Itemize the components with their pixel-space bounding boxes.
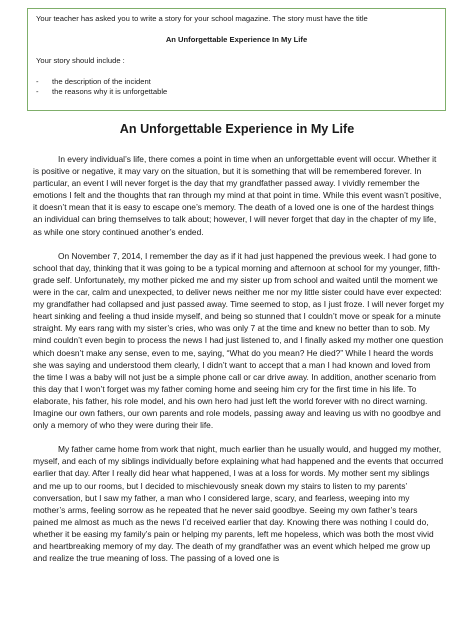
bullet-text: the description of the incident	[52, 76, 151, 86]
essay-paragraph: On November 7, 2014, I remember the day as if it had just happened the previous week. I had gone to school that day, thinking that it was going to be a typical morning and afternoon at school for my younger, fifth-grade self. Unfortunately, my mother picked me and my sister up from school and waited until the moment we were in the car, calm and unexpected, to deliver news neither me nor my little sister could have ever expected: my grandfather had collapsed and just passed away. Time seemed to stop, as I just froze. I will never forget my heart sinking and feeling a thud inside myself, and being so stunned that I couldn’t move or speak for a minute straight. My ears rang with my sister’s cries, who was only 7 at the time and knew no better than to sob. My mind couldn’t even begin to process the news I had just listened to, and I finally asked my mother one question which doesn’t make any sense, even to me, saying, “What do you mean? He died?” While I heard the words she was saying and understood them clearly, I didn’t want to accept that a man I had known and loved from the time I was a baby will not just be a simple phone call or car drive away. In addition, another scenario from this day that I won’t forget was my father coming home and seeing him cry for the first time in his life. To elaborate, his father, his role model, and his own hero had just left the world forever with no direct warning. Imagine our own fathers, our own parents and role models, passing away and leaving us with no goodbye and only a memory of who they were during their life.	[33, 250, 444, 431]
bullet-dash: -	[36, 76, 39, 86]
prompt-intro: Your teacher has asked you to write a story for your school magazine. The story must have the title	[36, 14, 368, 23]
bullet-dash: -	[36, 86, 39, 96]
assignment-prompt-box	[27, 8, 446, 111]
essay-paragraph: My father came home from work that night, much earlier than he usually would, and hugged my mother, myself, and each of my siblings individually before explaining what had happened and the events that occurred earlier that day. After I really did hear what happened, I was at a loss for words. My mother sent my siblings and me up to our rooms, but I decided to mischievously sneak down my stairs to listen to my parents’ conversation, but I saw my father, a man who I considered large, scary, and fearless, weeping into my mother’s arms, feeling sorrow as he repeated that he never said goodbye. Seeing my own father’s tears pained me almost as much as the news I’d received earlier that day. Knowing there was nothing I could do, whether it be easing my family’s pain or helping my parents, left me hopeless, which was both the most vivid and heartbreaking memory of my day. The death of my grandfather was an event which helped me grow up and realize the true meaning of loss. The passing of a loved one is	[33, 444, 444, 564]
prompt-required-title: An Unforgettable Experience In My Life	[165, 35, 308, 45]
prompt-include-heading: Your story should include :	[36, 56, 125, 66]
prompt-bullet-item	[36, 87, 437, 97]
essay-paragraph: In every individual’s life, there comes a point in time when an unforgettable event will occur. Whether it is positive or negative, it may vary on the situation, but it is something that will be remembered forever. In particular, an event I will never forget is the day that my grandfather passed away. I vividly remember the emotions I felt and the thoughts that ran through my mind at that point in time. While this event wasn’t positive, it doesn’t mean that it is easy to escape one’s memory. The death of a loved one is one of the hardest things an individual can bring themselves to talk about; however, I will never forget that day in the chapter of my life, as while one story continued another’s ended.	[33, 154, 442, 237]
prompt-bullet-list	[36, 77, 437, 97]
essay-title: An Unforgettable Experience in My Life	[119, 122, 355, 136]
prompt-bullet-item	[36, 77, 437, 87]
bullet-text: the reasons why it is unforgettable	[52, 86, 168, 96]
essay-body	[33, 153, 444, 576]
